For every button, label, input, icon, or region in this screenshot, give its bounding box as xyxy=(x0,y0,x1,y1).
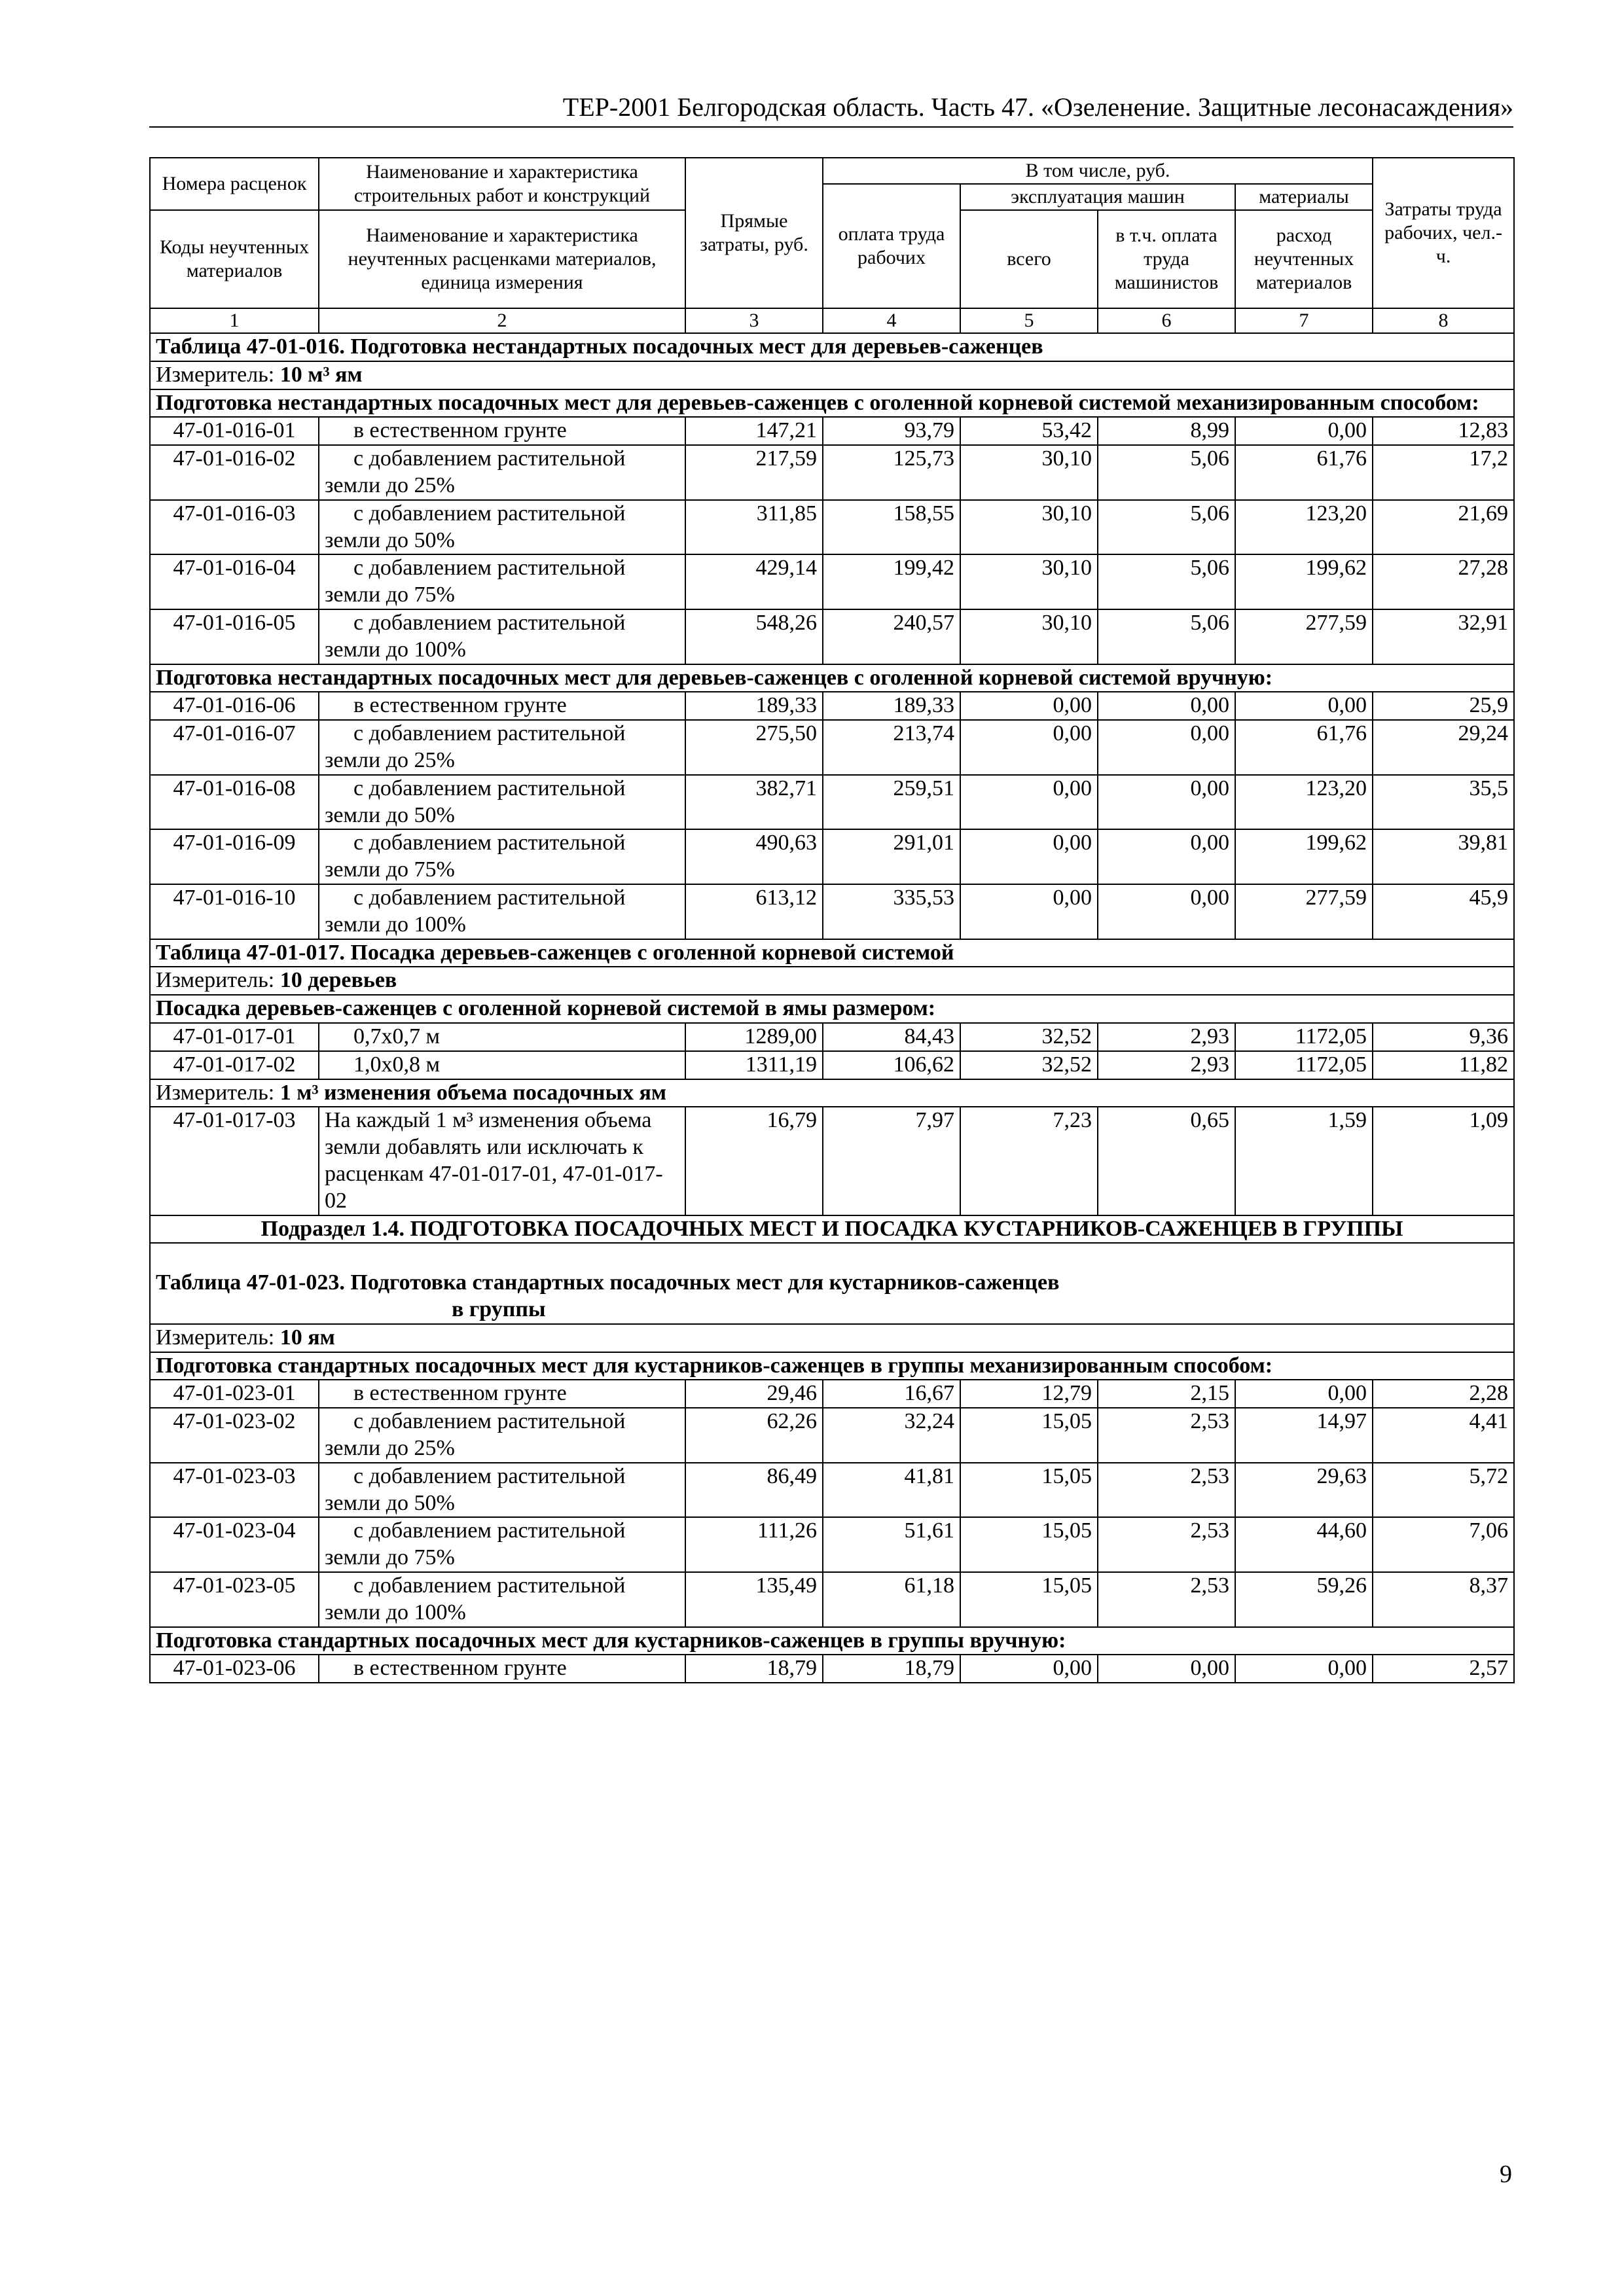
table-row: 47-01-017-01 0,7х0,7 м 1289,00 84,43 32,52 2,93 1172,05 9,36 xyxy=(150,1023,1514,1051)
subheading: Подготовка стандартных посадочных мест для кустарников-саженцев в группы вручную: xyxy=(150,1627,1514,1655)
col-materials-header: материалы xyxy=(1235,184,1373,210)
table-row: 47-01-023-04 с добавлением растительной земли до 75% 111,26 51,61 15,05 2,53 44,60 7,06 xyxy=(150,1517,1514,1572)
col-material-names-header: Наименование и характеристика неучтенных расценками материалов, единица измерения xyxy=(319,210,685,308)
subheading: Посадка деревьев-саженцев с оголенной корневой системой в ямы размером: xyxy=(150,995,1514,1023)
table-row: 47-01-023-03 с добавлением растительной земли до 50% 86,49 41,81 15,05 2,53 29,63 5,72 xyxy=(150,1463,1514,1518)
table-title: Таблица 47-01-016. Подготовка нестандартных посадочных мест для деревьев-саженцев xyxy=(150,333,1514,361)
table-row: 47-01-016-03 с добавлением растительной земли до 50% 311,85 158,55 30,10 5,06 123,20 21,69 xyxy=(150,500,1514,555)
table-row: 47-01-016-01 в естественном грунте 147,21 93,79 53,42 8,99 0,00 12,83 xyxy=(150,417,1514,445)
col-direct-costs-header: Прямые затраты, руб. xyxy=(685,158,823,308)
col-worker-pay-header: оплата труда рабочих xyxy=(823,184,960,308)
table-row: 47-01-016-07 с добавлением растительной земли до 25% 275,50 213,74 0,00 0,00 61,76 29,24 xyxy=(150,720,1514,775)
subheading: Подготовка стандартных посадочных мест для кустарников-саженцев в группы механизированным способом: xyxy=(150,1352,1514,1380)
table-row: 47-01-023-01 в естественном грунте 29,46 16,67 12,79 2,15 0,00 2,28 xyxy=(150,1380,1514,1408)
table-row: 47-01-016-06 в естественном грунте 189,33 189,33 0,00 0,00 0,00 25,9 xyxy=(150,692,1514,720)
column-number: 8 xyxy=(1373,308,1514,333)
table-row: 47-01-023-05 с добавлением растительной земли до 100% 135,49 61,18 15,05 2,53 59,26 8,37 xyxy=(150,1572,1514,1627)
section-title: Подраздел 1.4. ПОДГОТОВКА ПОСАДОЧНЫХ МЕСТ И ПОСАДКА КУСТАРНИКОВ-САЖЕНЦЕВ В ГРУППЫ xyxy=(150,1215,1514,1244)
table-row: 47-01-016-10 с добавлением растительной земли до 100% 613,12 335,53 0,00 0,00 277,59 45,9 xyxy=(150,884,1514,939)
col-machines-header: эксплуатация машин xyxy=(960,184,1235,210)
column-number: 2 xyxy=(319,308,685,333)
table-row: 47-01-016-05 с добавлением растительной земли до 100% 548,26 240,57 30,10 5,06 277,59 32,91 xyxy=(150,609,1514,664)
table-title: Таблица 47-01-017. Посадка деревьев-саженцев с оголенной корневой системой xyxy=(150,939,1514,967)
column-number: 7 xyxy=(1235,308,1373,333)
col-material-codes-header: Коды неучтенных материалов xyxy=(150,210,319,308)
col-machinist-pay-header: в т.ч. оплата труда машинистов xyxy=(1098,210,1235,308)
table-row: 47-01-017-02 1,0х0,8 м 1311,19 106,62 32,52 2,93 1172,05 11,82 xyxy=(150,1051,1514,1079)
running-title: ТЕР-2001 Белгородская область. Часть 47. «Озеленение. Защитные лесонасаждения» xyxy=(149,92,1513,128)
table-row: 47-01-023-02 с добавлением растительной земли до 25% 62,26 32,24 15,05 2,53 14,97 4,41 xyxy=(150,1408,1514,1463)
table-row: 47-01-016-02 с добавлением растительной земли до 25% 217,59 125,73 30,10 5,06 61,76 17,2 xyxy=(150,445,1514,500)
subheading: Подготовка нестандартных посадочных мест для деревьев-саженцев с оголенной корневой системой вручную: xyxy=(150,664,1514,692)
unit-line: Измеритель: 1 м³ изменения объема посадочных ям xyxy=(150,1079,1514,1107)
col-machines-total-header: всего xyxy=(960,210,1098,308)
column-number: 4 xyxy=(823,308,960,333)
col-labor-hours-header: Затраты труда рабочих, чел.-ч. xyxy=(1373,158,1514,308)
subheading: Подготовка нестандартных посадочных мест для деревьев-саженцев с оголенной корневой системой механизированным способом: xyxy=(150,389,1514,418)
column-number: 6 xyxy=(1098,308,1235,333)
table-row: 47-01-017-03 На каждый 1 м³ изменения объема земли добавлять или исключать к расценкам 47-01-017-01, 47-01-017-02 16,79 7,97 7,23 0,65 1,59 1,09 xyxy=(150,1107,1514,1215)
unit-line: Измеритель: 10 ям xyxy=(150,1324,1514,1352)
col-material-consumption-header: расход неучтенных материалов xyxy=(1235,210,1373,308)
table-title: Таблица 47-01-023. Подготовка стандартных посадочных мест для кустарников-саженцев в группы xyxy=(150,1243,1514,1324)
column-number: 1 xyxy=(150,308,319,333)
table-row: 47-01-016-04 с добавлением растительной земли до 75% 429,14 199,42 30,10 5,06 199,62 27,28 xyxy=(150,554,1514,609)
col-work-name-header: Наименование и характеристика строительных работ и конструкций xyxy=(319,158,685,210)
col-including-header: В том числе, руб. xyxy=(823,158,1373,184)
rates-table xyxy=(149,157,1515,1683)
unit-line: Измеритель: 10 м³ ям xyxy=(150,361,1514,389)
table-row: 47-01-023-06 в естественном грунте 18,79 18,79 0,00 0,00 0,00 2,57 xyxy=(150,1655,1514,1683)
col-rate-numbers-header: Номера расценок xyxy=(150,158,319,210)
table-row: 47-01-016-08 с добавлением растительной земли до 50% 382,71 259,51 0,00 0,00 123,20 35,5 xyxy=(150,775,1514,830)
table-row: 47-01-016-09 с добавлением растительной земли до 75% 490,63 291,01 0,00 0,00 199,62 39,81 xyxy=(150,829,1514,884)
page-number: 9 xyxy=(1500,2161,1512,2188)
column-number: 5 xyxy=(960,308,1098,333)
unit-line: Измеритель: 10 деревьев xyxy=(150,967,1514,995)
column-number: 3 xyxy=(685,308,823,333)
